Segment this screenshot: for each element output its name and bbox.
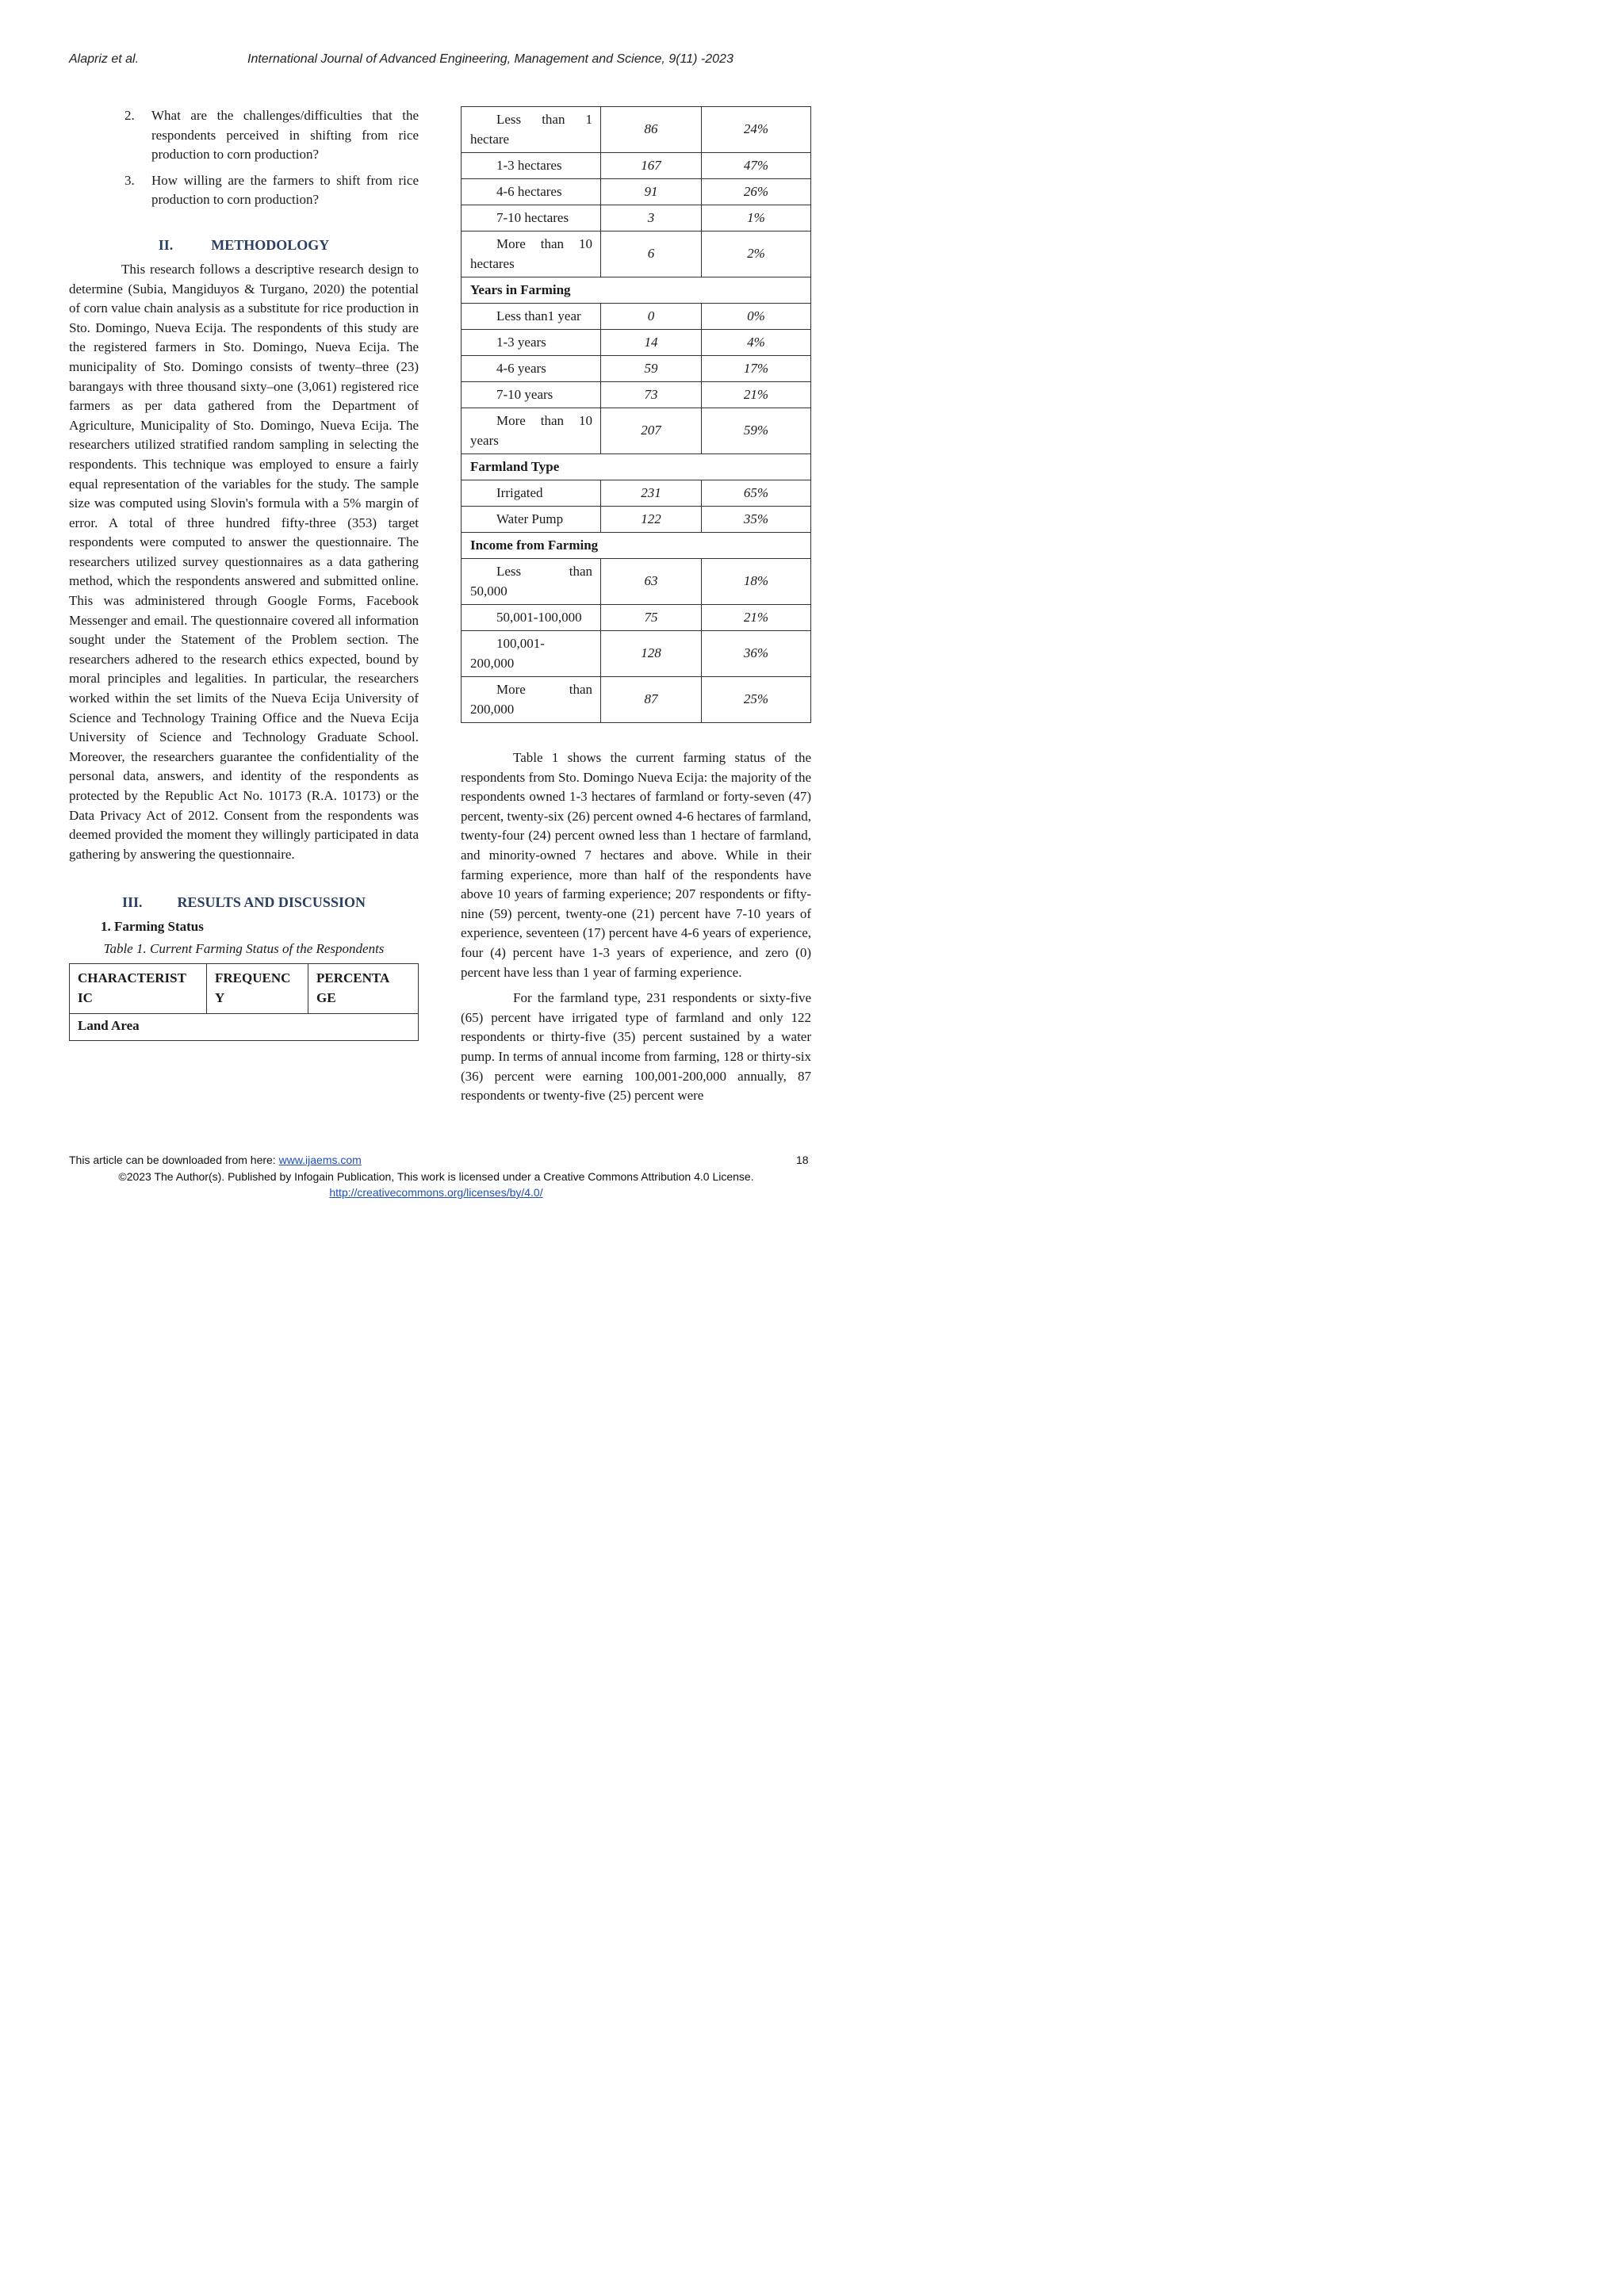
row-frequency: 75 [601,605,702,631]
row-label: 50,001-100,000 [462,605,601,631]
footer-download-text: This article can be downloaded from here: [69,1154,279,1166]
research-questions-list [69,106,419,210]
row-frequency: 0 [601,304,702,330]
table-row [462,153,811,179]
footer-copyright: ©2023 The Author(s). Published by Infogain Publication, This work is licensed under a Creative Commons Attribution 4.0 License. [118,1170,754,1183]
question-number: 2. [124,108,135,123]
row-label: 7-10 hectares [462,205,601,232]
row-percentage: 17% [702,356,811,382]
row-frequency: 63 [601,559,702,605]
results-heading [69,894,419,911]
row-label: More than 10 hectares [462,232,601,277]
table-row [462,559,811,605]
row-label: Water Pump [462,507,601,533]
row-label: More than 200,000 [462,677,601,723]
table-row [462,232,811,277]
row-frequency: 73 [601,382,702,408]
row-frequency: 167 [601,153,702,179]
row-percentage: 26% [702,179,811,205]
row-frequency: 3 [601,205,702,232]
running-header-journal: International Journal of Advanced Engineering, Management and Science, 9(11) -2023 [247,52,733,66]
row-percentage: 21% [702,382,811,408]
row-percentage: 59% [702,408,811,454]
running-header-authors: Alapriz et al. [69,52,140,66]
table-continued [461,106,811,723]
row-percentage: 0% [702,304,811,330]
row-label: Less than 1 hectare [462,107,601,153]
footer-license [0,1186,872,1199]
row-percentage: 65% [702,480,811,507]
section-title: METHODOLOGY [211,236,330,253]
table-row [462,631,811,677]
row-frequency: 231 [601,480,702,507]
row-percentage: 1% [702,205,811,232]
section-number: II. [158,236,174,253]
row-percentage: 35% [702,507,811,533]
col-header-characteristic: CHARACTERIST IC [70,964,207,1013]
row-label: 4-6 years [462,356,601,382]
table-row [462,677,811,723]
table-category-row [462,454,811,480]
research-question [69,106,419,165]
table-row [462,507,811,533]
row-label: More than 10 years [462,408,601,454]
row-label: 1-3 hectares [462,153,601,179]
row-label: Less than 50,000 [462,559,601,605]
methodology-heading [69,237,419,254]
row-percentage: 4% [702,330,811,356]
row-percentage: 36% [702,631,811,677]
table-row [462,408,811,454]
row-label: 7-10 years [462,382,601,408]
row-frequency: 128 [601,631,702,677]
row-frequency: 122 [601,507,702,533]
category-income-from-farming: Income from Farming [462,533,811,559]
table-header-part [69,963,419,1041]
row-percentage: 24% [702,107,811,153]
footer-download [69,1154,362,1166]
question-number: 3. [124,172,135,188]
row-percentage: 18% [702,559,811,605]
table-row [462,480,811,507]
section-title: RESULTS AND DISCUSSION [177,894,366,911]
table-row [462,382,811,408]
row-frequency: 59 [601,356,702,382]
table-category-row [70,1013,419,1041]
table-row [462,356,811,382]
table-row [462,304,811,330]
discussion-paragraph: For the farmland type, 231 respondents or sixty-five (65) percent have irrigated type of farmland and only 122 respondents or thirty-five (35) percent sustained by a water pump. In terms of annual income from farming, 128 or thirty-six (36) percent were earning 100,001-200,000 annually, 87 respondents or twenty-five (25) percent were [461,990,811,1104]
table-row [462,605,811,631]
subsection-heading: 1. Farming Status [101,919,204,935]
row-frequency: 14 [601,330,702,356]
row-frequency: 87 [601,677,702,723]
table-header-row [70,964,419,1013]
col-header-frequency: FREQUENC Y [207,964,308,1013]
row-label: 100,001- 200,000 [462,631,601,677]
table-caption: Table 1. Current Farming Status of the Respondents [103,941,385,957]
page-number: 18 [796,1154,809,1166]
col-header-percentage: PERCENTA GE [308,964,419,1013]
row-label: Less than1 year [462,304,601,330]
table-row [462,107,811,153]
row-label: 4-6 hectares [462,179,601,205]
left-column [69,106,419,1041]
category-years-in-farming: Years in Farming [462,277,811,304]
license-link[interactable]: http://creativecommons.org/licenses/by/4.0/ [329,1186,543,1199]
row-percentage: 21% [702,605,811,631]
research-question [69,171,419,210]
table-category-row [462,277,811,304]
question-text: How willing are the farmers to shift from rice production to corn production? [151,172,419,208]
section-number: III. [122,894,143,911]
table-row [462,205,811,232]
row-label: 1-3 years [462,330,601,356]
row-percentage: 25% [702,677,811,723]
discussion-paragraph: Table 1 shows the current farming status of the respondents from Sto. Domingo Nueva Ecija: the majority of the respondents owned 1-3 hectares of farmland or forty-seven (47) percent, twenty-six (26) percent owned 4-6 hectares of farmland, twenty-four (24) percent owned less than 1 hectare of farmland, and minority-owned 7 hectares and above. While in their farming experience, more than half of the respondents have above 10 years of farming experience; 207 respondents or fifty-nine (59) percent, twenty-one (21) percent have 7-10 years of experience, seventeen (17) percent have 4-6 years of experience, four (4) percent have 1-3 years of experience, and zero (0) percent have less than 1 year of farming experience. [461,750,811,980]
methodology-paragraph: This research follows a descriptive research design to determine (Subia, Mangiduyos & Turgano, 2020) the potential of corn value chain analysis as a substitute for rice production in Sto. Domingo, Nueva Ecija. The respondents of this study are the registered farmers in Sto. Domingo, Nueva Ecija. The municipality of Sto. Domingo consists of twenty–three (23) barangays with three thousand sixty–one (3,061) registered rice farmers as per data gathered from the Department of Agriculture, Municipality of Sto. Domingo, Nueva Ecija. The researchers utilized stratified random sampling in selecting the respondents. This technique was employed to ensure a fairly equal representation of the variables for the study. The sample size was computed using Slovin's formula with a 5% margin of error. A total of three hundred fifty-three (353) target respondents were computed to answer the questionnaire. The researchers utilized survey questionnaires as a data gathering method, which the respondents answered and submitted online. This was administered through Google Forms, Facebook Messenger and email. The questionnaire covered all information sought under the Statement of the Problem section. The researchers adhered to the research ethics expected, bound by moral principles and legalities. In particular, the researchers worked within the set limits of the Nueva Ecija University of Science and Technology Training Office and the Nueva Ecija University of Science and Technology Graduate School. Moreover, the researchers guarantee the confidentiality of the personal data, answers, and identity of the respondents as protected by the Republic Act No. 10173 (R.A. 10173) or the Data Privacy Act of 2012. Consent from the respondents was deemed provided the moment they willingly participated in data gathering by answering the questionnaire. [69,261,419,862]
table-row [462,179,811,205]
row-frequency: 91 [601,179,702,205]
right-column [461,106,811,1106]
table-row [462,330,811,356]
category-land-area: Land Area [70,1013,419,1041]
row-percentage: 47% [702,153,811,179]
row-label: Irrigated [462,480,601,507]
row-frequency: 6 [601,232,702,277]
row-percentage: 2% [702,232,811,277]
row-frequency: 86 [601,107,702,153]
table-category-row [462,533,811,559]
question-text: What are the challenges/difficulties that the respondents perceived in shifting from rice production to corn production? [151,108,419,163]
category-farmland-type: Farmland Type [462,454,811,480]
journal-website-link[interactable]: www.ijaems.com [278,1154,362,1166]
row-frequency: 207 [601,408,702,454]
